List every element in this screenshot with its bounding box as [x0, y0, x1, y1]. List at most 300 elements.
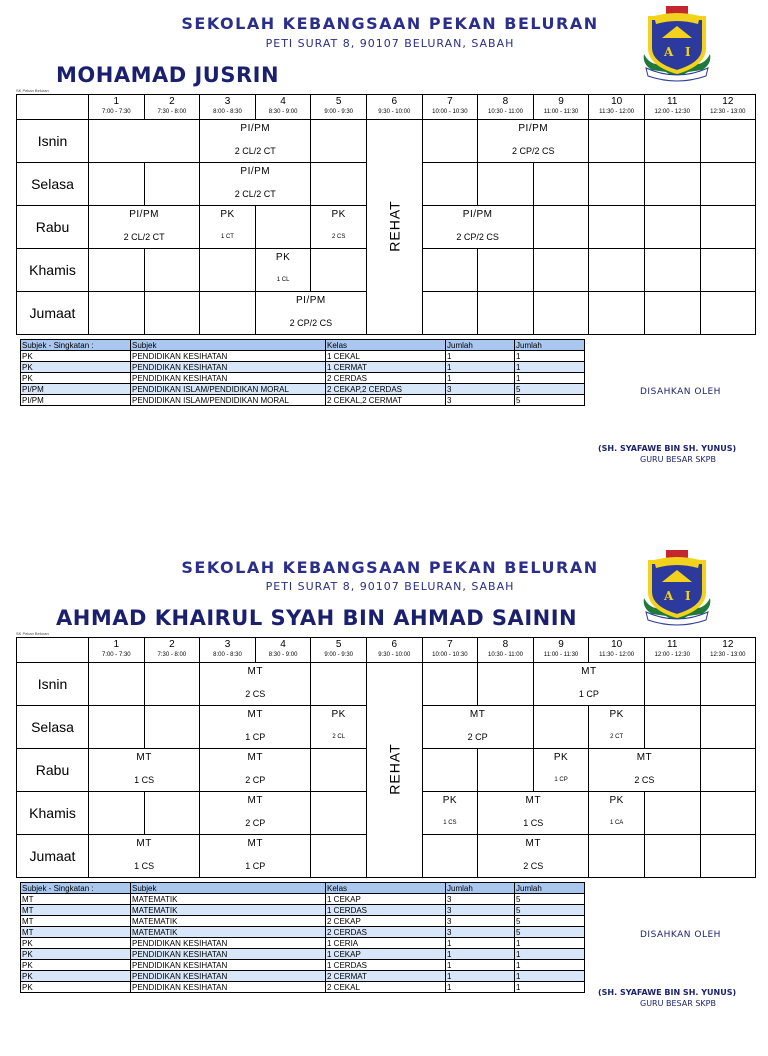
period-number: 11: [667, 96, 678, 107]
legend-row: [21, 949, 585, 960]
lesson-subject: PK: [442, 795, 458, 806]
day-label: Rabu: [17, 206, 89, 249]
legend-cell: MT: [21, 905, 131, 916]
legend-cell: 5: [515, 384, 585, 395]
period-number: 6: [391, 96, 398, 107]
lesson-subject: MT: [469, 709, 486, 720]
period-number: 7: [447, 96, 453, 107]
empty-slot: [700, 835, 756, 878]
empty-slot: [311, 120, 367, 163]
crest-letter-a: A: [664, 589, 674, 603]
period-number: 4: [280, 639, 286, 650]
period-number: 6: [391, 639, 398, 650]
period-time: 12:00 - 12:30: [654, 109, 690, 115]
legend-row: [21, 373, 585, 384]
period-number: 4: [280, 96, 286, 107]
legend-cell: 1: [446, 351, 515, 362]
period-number: 1: [113, 639, 120, 650]
period-header: [422, 95, 478, 120]
legend-row: [21, 384, 585, 395]
timetable-page-2: [0, 544, 768, 1056]
timetable-grid: [16, 94, 756, 335]
legend-cell: 1: [446, 373, 515, 384]
empty-slot: [144, 706, 200, 749]
lesson-class: 1 CS: [134, 861, 155, 871]
legend-cell: PK: [21, 362, 131, 373]
empty-slot: [644, 706, 700, 749]
period-header: [200, 638, 256, 663]
period-number: 9: [558, 639, 564, 650]
legend-header-row: [21, 340, 585, 351]
empty-slot: [533, 206, 589, 249]
lesson-class: 2 CS: [245, 689, 266, 699]
period-header: [255, 95, 311, 120]
lesson-class: 1 CP: [245, 732, 266, 742]
lesson-cell: [200, 792, 311, 835]
lesson-cell: [422, 206, 533, 249]
day-label: Isnin: [17, 120, 89, 163]
legend-cell: 3: [446, 894, 515, 905]
legend-cell: 3: [446, 927, 515, 938]
lesson-cell: [533, 749, 589, 792]
lesson-class: 2 CP: [245, 775, 266, 785]
empty-slot: [478, 663, 534, 706]
legend-cell: PENDIDIKAN KESIHATAN: [131, 971, 326, 982]
empty-slot: [311, 249, 367, 292]
empty-slot: [589, 120, 645, 163]
legend-cell: 1: [515, 362, 585, 373]
lesson-class: 2 CP/2 CS: [511, 146, 555, 156]
lesson-class: 1 CS: [134, 775, 155, 785]
period-header: [144, 638, 200, 663]
lesson-subject: MT: [136, 752, 152, 763]
empty-slot: [644, 792, 700, 835]
empty-slot: [144, 663, 200, 706]
empty-slot: [422, 163, 478, 206]
timetable-page-1: [0, 0, 768, 512]
period-header-row: [17, 95, 756, 120]
period-time: 9:00 - 9:30: [324, 652, 354, 658]
legend-header-row: [21, 883, 585, 894]
legend-cell: 3: [446, 384, 515, 395]
legend-cell: 3: [446, 905, 515, 916]
period-number: 2: [169, 639, 175, 650]
teacher-name: AHMAD KHAIRUL SYAH BIN AHMAD SAININ: [56, 606, 578, 630]
period-time: 7:00 - 7:30: [101, 652, 131, 658]
lesson-subject: MT: [581, 666, 597, 677]
day-label: Isnin: [17, 663, 89, 706]
empty-slot: [422, 835, 478, 878]
empty-slot: [644, 835, 700, 878]
lesson-cell: [533, 663, 644, 706]
empty-slot: [311, 792, 367, 835]
lesson-subject: PK: [609, 795, 624, 806]
empty-slot: [589, 835, 645, 878]
period-header: [589, 638, 645, 663]
empty-slot: [644, 120, 700, 163]
period-time: 10:00 - 10:30: [432, 652, 468, 658]
signer-name: (SH. SYAFAWE BIN SH. YUNUS): [598, 444, 737, 453]
period-header: [478, 638, 534, 663]
lesson-cell: [200, 206, 256, 249]
legend-row: [21, 960, 585, 971]
empty-slot: [644, 292, 700, 335]
period-header: [589, 95, 645, 120]
lesson-subject: PI/PM: [518, 123, 549, 134]
day-row: [17, 120, 756, 163]
empty-slot: [700, 120, 756, 163]
corner-cell: [17, 95, 89, 120]
lesson-cell: [478, 120, 589, 163]
legend-header-cell: Jumlah: [515, 340, 585, 351]
legend-cell: PENDIDIKAN KESIHATAN: [131, 373, 326, 384]
lesson-cell: [200, 706, 311, 749]
period-header: [311, 95, 367, 120]
lesson-cell: [89, 835, 200, 878]
period-number: 3: [224, 639, 231, 650]
signer-role: GURU BESAR SKPB: [640, 999, 716, 1008]
signer-role: GURU BESAR SKPB: [640, 455, 716, 464]
lesson-cell: [255, 292, 366, 335]
legend-header-cell: Jumlah: [446, 340, 515, 351]
lesson-class: 1 CS: [443, 820, 457, 826]
legend-cell: 1 CEKAL: [326, 351, 446, 362]
lesson-subject: PI/PM: [462, 209, 493, 220]
empty-slot: [89, 663, 145, 706]
signer-name: (SH. SYAFAWE BIN SH. YUNUS): [598, 988, 737, 997]
school-short-label: SK Pekan Beluran: [16, 88, 49, 93]
legend-row: [21, 971, 585, 982]
lesson-subject: MT: [636, 752, 653, 763]
empty-slot: [144, 163, 200, 206]
legend-cell: MT: [21, 927, 131, 938]
lesson-class: 1 CT: [220, 234, 234, 240]
lesson-class: 2 CP/2 CS: [289, 318, 333, 328]
legend-cell: 1: [515, 949, 585, 960]
empty-slot: [589, 249, 645, 292]
legend-cell: PENDIDIKAN KESIHATAN: [131, 960, 326, 971]
lesson-subject: MT: [247, 838, 263, 849]
period-header: [366, 638, 422, 663]
lesson-cell: [89, 206, 200, 249]
empty-slot: [533, 163, 589, 206]
lesson-cell: [422, 706, 533, 749]
period-number: 10: [611, 96, 623, 107]
timetable-grid: [16, 637, 756, 878]
empty-slot: [89, 120, 200, 163]
empty-slot: [89, 792, 145, 835]
lesson-cell: [200, 120, 311, 163]
legend-header-cell: Jumlah: [446, 883, 515, 894]
legend-cell: 1: [515, 960, 585, 971]
legend-cell: 1: [446, 949, 515, 960]
empty-slot: [533, 249, 589, 292]
lesson-class: 2 CS: [332, 234, 346, 240]
empty-slot: [478, 292, 534, 335]
period-time: 10:30 - 11:00: [487, 109, 523, 115]
empty-slot: [200, 249, 256, 292]
empty-slot: [144, 292, 200, 335]
legend-cell: 1: [515, 938, 585, 949]
legend-cell: 3: [446, 395, 515, 406]
lesson-subject: PI/PM: [240, 123, 271, 134]
legend-cell: PK: [21, 982, 131, 993]
legend-cell: 1: [515, 351, 585, 362]
period-header: [255, 638, 311, 663]
empty-slot: [700, 206, 756, 249]
legend-cell: 5: [515, 927, 585, 938]
empty-slot: [89, 249, 145, 292]
empty-slot: [89, 163, 145, 206]
legend-row: [21, 905, 585, 916]
period-header: [533, 638, 589, 663]
period-number: 5: [335, 96, 342, 107]
period-header: [533, 95, 589, 120]
period-time: 9:00 - 9:30: [324, 109, 354, 115]
lesson-class: 2 CP: [245, 818, 266, 828]
empty-slot: [422, 292, 478, 335]
subject-legend-table: [20, 882, 585, 993]
period-number: 2: [169, 96, 175, 107]
approval-label: DISAHKAN OLEH: [640, 930, 721, 940]
period-header: [366, 95, 422, 120]
legend-header-cell: Jumlah: [515, 883, 585, 894]
empty-slot: [700, 749, 756, 792]
legend-cell: PI/PM: [21, 395, 131, 406]
lesson-cell: [478, 835, 589, 878]
legend-cell: PK: [21, 971, 131, 982]
day-label: Khamis: [17, 249, 89, 292]
legend-cell: PK: [21, 960, 131, 971]
lesson-subject: MT: [136, 838, 152, 849]
lesson-cell: [200, 663, 311, 706]
empty-slot: [422, 249, 478, 292]
lesson-class: 2 CT: [610, 734, 624, 740]
legend-header-cell: Kelas: [326, 340, 446, 351]
lesson-cell: [89, 749, 200, 792]
period-time: 8:30 - 9:00: [268, 109, 298, 115]
crest-letter-i: I: [685, 45, 691, 59]
lesson-subject: PK: [275, 252, 291, 263]
legend-cell: 1 CERDAS: [326, 960, 446, 971]
legend-cell: MATEMATIK: [131, 927, 326, 938]
approval-label: DISAHKAN OLEH: [640, 387, 721, 397]
period-time: 11:00 - 11:30: [543, 109, 579, 115]
legend-cell: 1: [446, 971, 515, 982]
empty-slot: [533, 292, 589, 335]
lesson-class: 2 CL/2 CT: [123, 232, 165, 242]
legend-cell: 1: [515, 373, 585, 384]
lesson-class: 2 CL: [332, 734, 346, 740]
empty-slot: [89, 706, 145, 749]
empty-slot: [700, 292, 756, 335]
legend-cell: PENDIDIKAN ISLAM/PENDIDIKAN MORAL: [131, 395, 326, 406]
empty-slot: [644, 163, 700, 206]
legend-row: [21, 938, 585, 949]
empty-slot: [644, 206, 700, 249]
period-header: [89, 95, 145, 120]
period-header: [200, 95, 256, 120]
empty-slot: [422, 120, 478, 163]
period-time: 11:30 - 12:00: [599, 652, 635, 658]
lesson-subject: PK: [220, 209, 235, 220]
legend-cell: 1 CERIA: [326, 938, 446, 949]
period-time: 7:30 - 8:00: [157, 652, 187, 658]
lesson-subject: MT: [525, 795, 541, 806]
empty-slot: [589, 206, 645, 249]
legend-header-cell: Subjek - Singkatan :: [21, 340, 131, 351]
lesson-cell: [589, 706, 645, 749]
legend-cell: MATEMATIK: [131, 894, 326, 905]
day-label: Jumaat: [17, 835, 89, 878]
period-time: 11:30 - 12:00: [599, 109, 635, 115]
lesson-subject: MT: [525, 838, 541, 849]
empty-slot: [533, 706, 589, 749]
lesson-class: 1 CP: [554, 777, 568, 783]
period-time: 8:00 - 8:30: [213, 652, 242, 658]
lesson-class: 2 CS: [634, 775, 655, 785]
legend-cell: 1: [446, 982, 515, 993]
legend-cell: 1: [446, 960, 515, 971]
empty-slot: [700, 163, 756, 206]
lesson-class: 1 CL: [276, 277, 290, 283]
empty-slot: [700, 663, 756, 706]
legend-row: [21, 362, 585, 373]
empty-slot: [89, 292, 145, 335]
legend-cell: 2 CERDAS: [326, 927, 446, 938]
empty-slot: [589, 292, 645, 335]
day-label: Selasa: [17, 706, 89, 749]
lesson-subject: PK: [331, 209, 346, 220]
legend-header-cell: Subjek - Singkatan :: [21, 883, 131, 894]
empty-slot: [311, 163, 367, 206]
empty-slot: [700, 792, 756, 835]
legend-row: [21, 916, 585, 927]
legend-cell: PENDIDIKAN KESIHATAN: [131, 362, 326, 373]
empty-slot: [478, 249, 534, 292]
school-name: SEKOLAH KEBANGSAAN PEKAN BELURAN: [181, 558, 599, 577]
legend-cell: MT: [21, 916, 131, 927]
lesson-cell: [589, 749, 700, 792]
period-number: 10: [611, 639, 623, 650]
period-time: 9:30 - 10:00: [378, 109, 411, 115]
empty-slot: [478, 749, 534, 792]
legend-cell: PENDIDIKAN ISLAM/PENDIDIKAN MORAL: [131, 384, 326, 395]
rehat-label: REHAT: [386, 200, 403, 252]
period-time: 12:30 - 13:00: [710, 652, 746, 658]
empty-slot: [311, 835, 367, 878]
legend-cell: 1 CERMAT: [326, 362, 446, 373]
lesson-cell: [200, 835, 311, 878]
lesson-cell: [200, 163, 311, 206]
period-time: 8:30 - 9:00: [268, 652, 298, 658]
crest-letter-a: A: [664, 45, 674, 59]
period-time: 11:00 - 11:30: [543, 652, 579, 658]
lesson-subject: PK: [331, 709, 346, 720]
legend-cell: MATEMATIK: [131, 905, 326, 916]
school-address: PETI SURAT 8, 90107 BELURAN, SABAH: [265, 580, 515, 593]
period-time: 9:30 - 10:00: [378, 652, 411, 658]
legend-cell: 3: [446, 916, 515, 927]
empty-slot: [144, 792, 200, 835]
legend-cell: PK: [21, 351, 131, 362]
period-time: 7:00 - 7:30: [101, 109, 131, 115]
rehat-break-cell: [366, 663, 422, 878]
subject-legend-table: [20, 339, 585, 406]
lesson-cell: [311, 206, 367, 249]
school-address: PETI SURAT 8, 90107 BELURAN, SABAH: [265, 37, 515, 50]
legend-cell: 2 CERDAS: [326, 373, 446, 384]
legend-header-cell: Kelas: [326, 883, 446, 894]
empty-slot: [422, 663, 478, 706]
empty-slot: [700, 249, 756, 292]
lesson-subject: PK: [553, 752, 569, 763]
empty-slot: [478, 163, 534, 206]
period-number: 1: [113, 96, 120, 107]
legend-cell: PENDIDIKAN KESIHATAN: [131, 938, 326, 949]
legend-cell: 2 CEKAL: [326, 982, 446, 993]
rehat-label: REHAT: [386, 743, 403, 795]
legend-cell: MATEMATIK: [131, 916, 326, 927]
empty-slot: [644, 249, 700, 292]
legend-row: [21, 982, 585, 993]
empty-slot: [255, 206, 311, 249]
empty-slot: [422, 749, 478, 792]
lesson-cell: [478, 792, 589, 835]
day-label: Jumaat: [17, 292, 89, 335]
lesson-subject: MT: [247, 795, 263, 806]
empty-slot: [311, 749, 367, 792]
legend-cell: 5: [515, 894, 585, 905]
legend-cell: 5: [515, 395, 585, 406]
lesson-class: 2 CP: [467, 732, 488, 742]
legend-cell: 1: [446, 938, 515, 949]
period-time: 10:00 - 10:30: [432, 109, 468, 115]
legend-row: [21, 894, 585, 905]
empty-slot: [644, 663, 700, 706]
period-number: 3: [224, 96, 231, 107]
period-number: 8: [502, 96, 509, 107]
legend-header-cell: Subjek: [131, 340, 326, 351]
lesson-cell: [200, 749, 311, 792]
period-number: 8: [502, 639, 509, 650]
period-header-row: [17, 638, 756, 663]
legend-cell: 2 CEKAP,2 CERDAS: [326, 384, 446, 395]
lesson-subject: PK: [609, 709, 624, 720]
lesson-class: 2 CL/2 CT: [234, 146, 276, 156]
lesson-subject: MT: [247, 752, 263, 763]
period-header: [700, 638, 756, 663]
lesson-cell: [589, 792, 645, 835]
legend-cell: 1 CERDAS: [326, 905, 446, 916]
legend-cell: MT: [21, 894, 131, 905]
lesson-cell: [255, 249, 311, 292]
period-number: 7: [447, 639, 453, 650]
lesson-class: 1 CP: [578, 689, 599, 699]
period-number: 11: [667, 639, 678, 650]
legend-cell: 2 CERMAT: [326, 971, 446, 982]
period-time: 12:30 - 13:00: [710, 109, 746, 115]
period-number: 12: [722, 639, 734, 650]
day-label: Selasa: [17, 163, 89, 206]
empty-slot: [200, 292, 256, 335]
legend-cell: 1: [515, 982, 585, 993]
empty-slot: [311, 663, 367, 706]
period-time: 10:30 - 11:00: [487, 652, 523, 658]
legend-cell: 5: [515, 905, 585, 916]
lesson-subject: MT: [247, 709, 263, 720]
lesson-cell: [311, 706, 367, 749]
